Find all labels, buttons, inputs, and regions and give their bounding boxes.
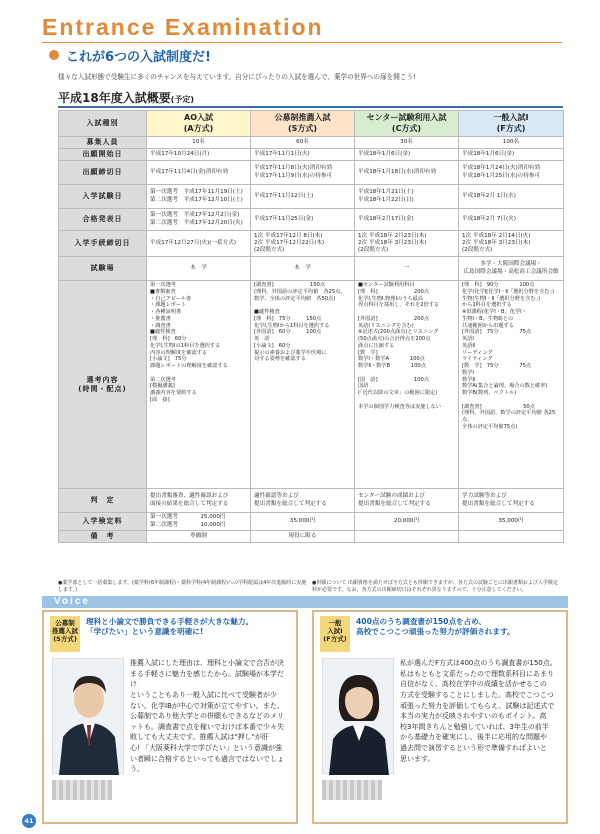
table-cell: 平成18年1月6日(金) [355,149,459,161]
table-row [59,209,564,231]
row-header-remarks: 備 考 [59,531,147,543]
col-header-s: 公募制推薦入試 (S方式) [251,111,355,137]
blurred-name-left [52,780,112,800]
table-cell: 35,000円 [459,513,564,531]
table-row [59,489,564,513]
table-cell: 平成17年12月27日(火)(一括方式) [147,231,251,257]
voice-tag-right: 一般 入試Ⅰ (F方式) [320,616,350,652]
row-header-start: 出願開始日 [59,149,147,161]
footnote-left: ●薬学部として一括募集します。(薬学科(6年制課程)・薬科学科(4年制課程)への学科配属は4年次進級時に実施します。) [58,580,307,593]
table-row [59,137,564,149]
student-photo-left [52,658,124,774]
table-row [59,161,564,185]
table-cell: 第一次選考 ■書類審査 ・自己アピール書 ・課題レポート ・各種証明書 ・推薦書 ・調査書 ■適性検査 [理 科] 60分 化学Ⅰ,生物Ⅰの1科目を選択する 内容の理解度を確認する [小論文] 75分 課題レポートの理解度を確認する 第二次選考 [模擬講義] 講義内容を要約する [面 接] [147,281,251,489]
col-header-c: センター試験利用入試 (C方式) [355,111,459,137]
table-cell: [理 科] 90分 100点 化学(化学Ⅰ[化学Ⅰ・Ⅱ「選択分野を含む」) 生物(生物Ⅰ・Ⅱ「選択分野を含む」) から1科目を選択する ※旧課程(化学Ⅰ・B、化学Ⅰ・ 生物Ⅰ・B、生物Ⅱ)との 共通範囲から出題する [外国語] 75分 75点 英語Ⅰ 英語Ⅱ リーディング ライティング [数 学] 75分 75点 数学Ⅰ 数学Ⅱ 数学A(集合と論理、場合の数と確率) 数学B(数列、ベクトル) [調査書] 50点 (理科、外国語、数学の評定平均値 各25点、 全体の評定平均値75点) [459,281,564,489]
table-cell: 学力試験等および 提出書類を総合して判定する [459,489,564,513]
table-cell: 20,000円 [355,513,459,531]
voice-card-left [42,610,298,824]
page-title-en: Entrance Examination [42,14,324,40]
voice-headline-left: 理科と小論文で勝負できる手軽さが大きな魅力。 「学びたい」という意識を明確に! [86,617,254,637]
table-cell: 平成18年1月6日(金) [459,149,564,161]
table-row [59,111,564,137]
row-header-type: 入試種別 [59,111,147,137]
table-row [59,513,564,531]
table-cell: 平成18年1月24日(火)消印有効 平成18年1月25日(水)の持参可 [459,161,564,185]
table-cell: 平成17年11月25日(金) [251,209,355,231]
table-cell: 平成17年11月1日(火) [251,149,355,161]
table-cell: 平成17年11月8日(火)消印有効 平成17年11月9日(水)の持参可 [251,161,355,185]
blurred-name-right [322,780,382,800]
table-cell: 1次 平成18年 2月23日(木) 2次 平成18年 3月23日(木) (2段階方式) [355,231,459,257]
table-cell: 30名 [355,137,459,149]
table-cell: ■センター試験利用科目 [理 科] 200点 化学Ⅰ,生物Ⅰ,物理Ⅰのうち最高 得点科目を採用し、それを2倍する [外国語] 200点 英語(リスニングを含む) ※記述式(200点満点)とリスニング (50点満点)の合計得点を200点 満点に圧縮する [数 学] 数学Ⅰ・数学A 100点 数学Ⅱ・数学B 100点 [国 語] 100点 国語 (「近代以降の文章」の範囲に限定) 本学の個別学力検査等は実施しない [355,281,459,489]
row-header-procedure: 入学手続締切日 [59,231,147,257]
table-cell: 60名 [251,137,355,149]
row-header-examday: 入学試験日 [59,185,147,209]
voice-bar [42,596,568,608]
section-note: (予定) [170,95,195,104]
table-row [59,257,564,281]
page-number: 41 [22,814,36,828]
table-row [59,185,564,209]
voice-text-right: 私が選んだF方式は400点のうち調査書が150点。 私はもともと文系だったので理数系科目にあまり 自信がなく、高校在学中の成績を活かせるこの 方式を受験することにしました。高校でこつこつ 頑張った努力を評価してもらえ、試験は記述式で 本当の実力が反映されやすいのもポイント。高 校3年間きちんと勉強していれば、3年生の前半 から基礎力を確実にし、後半に応用的な問題や 過去問で演習するという形で準備すればよいと 思います。 [400,659,557,763]
voice-tag-left: 公募制 推薦入試 (S方式) [50,616,80,652]
table-cell: 提出書類審査、適性確認および 面接の結果を総合して判定する [147,489,251,513]
footnote-right: ●併願について 出願資格を満たせば全方式とも併願できますが、各方式の試験ごとに出願書類および入学検定料が必要です。なお、各方式の出願締切日はそれぞれ異なりますので、十分注意してください。 [312,580,558,593]
table-cell: 第一次選考 平成17年12月2日(金) 第二次選考 平成17年12月20日(火) [147,209,251,231]
table-cell: 第一次選考 平成17年11月19日(土) 第二次選考 平成17年12月10日(土) [147,185,251,209]
row-header-capacity: 募集人員 [59,137,147,149]
table-cell: センター試験の成績および 提出書類を総合して判定する [355,489,459,513]
table-cell: 100名 [459,137,564,149]
voice-label: Voice [54,596,90,607]
row-header-content: 選考内容 (時間・配点) [59,281,147,489]
table-cell: 本 学 [251,257,355,281]
row-header-deadline: 出願締切日 [59,161,147,185]
table-cell: 1次 平成17年12月 8日(木) 2次 平成17年12月22日(木) (2段階方式) [251,231,355,257]
table-cell: 平成18年1月18日(水)消印有効 [355,161,459,185]
table-cell: 現役に限る [251,531,355,543]
row-header-judge: 判 定 [59,489,147,513]
student-figure-icon [323,659,395,775]
table-cell: 専願制 [147,531,251,543]
voice-text-left: 推薦入試にした理由は、理科と小論文で合否が決 まる手軽さに魅力を感じたから。試験場が本学だけ ということもあり一般入試に比べて受験者が少 ない。化学IBが中心で対策が立てやすい。また、 公募制であり他大学との併願もできるなどのメリ ットも。調査書で点を稼いでおけば本番で少々失 敗しても大丈夫です。推薦入試は"押し"が肝 心! 「大阪薬科大学で学びたい」という意識が強 い者瞬に合格するといっても過言ではないでしょう。 [130,659,284,774]
table-cell: 平成17年11月12日(土) [251,185,355,209]
table-cell: 適性確認等および 提出書類を総合して判定する [251,489,355,513]
student-figure-icon [53,659,125,775]
table-row [59,531,564,543]
table-cell: 一 [355,257,459,281]
table-cell: 平成17年10月24日(月) [147,149,251,161]
student-photo-right [322,658,394,774]
table-cell: 35,000円 [251,513,355,531]
exam-overview-table [58,110,564,543]
table-cell [459,531,564,543]
table-cell: 本 学 [147,257,251,281]
table-row [59,281,564,489]
title-divider [42,42,562,43]
col-header-ao: AO入試 (A方式) [147,111,251,137]
row-header-result: 合格発表日 [59,209,147,231]
page-title-jp: これが6つの入試制度だ! [66,50,211,65]
table-cell: 平成18年2月 7日(火) [459,209,564,231]
voice-headline-right: 400点のうち調査書が150点を占め、 高校でこつこつ頑張った努力が評価されます。 [356,617,515,637]
row-header-fee: 入学検定料 [59,513,147,531]
table-cell: 本学・大阪国際会議場・ 広島国際会議場・高松商工会議所会館 [459,257,564,281]
voice-card-right [312,610,568,824]
table-row [59,149,564,161]
row-header-venue: 試験場 [59,257,147,281]
table-cell: 平成17年11月4日(金)消印有効 [147,161,251,185]
section-title [58,89,194,106]
bullet-dot-icon [49,50,59,60]
table-cell: 平成18年1月21日(土) 平成18年1月22日(日) [355,185,459,209]
table-cell: 1次 平成18年 2月14日(火) 2次 平成18年 3月23日(木) (2段階方式) [459,231,564,257]
table-cell: 平成18年2月17日(金) [355,209,459,231]
section-divider [58,106,563,108]
table-cell [355,531,459,543]
table-cell: 第一次選考 25,000円 第二次選考 10,000円 [147,513,251,531]
table-cell: 平成18年2月 1日(水) [459,185,564,209]
table-cell: 10名 [147,137,251,149]
col-header-f: 一般入試Ⅰ (F方式) [459,111,564,137]
section-title-text: 平成18年度入試概要 [58,91,171,105]
table-cell: [調査書] 150点 (理科、外国語の評定平均値 各25点、 数学、全体の評定平均値 各50点) ■適性検査 [理 科] 75分 150点 化学Ⅰ,生物Ⅰから1科目を選択する [外国語] 60分 100点 英 語 [小論文] 60分 提示の素養および薬学や医療に 対する姿勢を確認する [251,281,355,489]
intro-text: 様々な入試形態で受験生に多くのチャンスを与えています。自分にぴったりの入試を選んで、薬学の世界への扉を開こう! [58,73,416,81]
table-row [59,231,564,257]
